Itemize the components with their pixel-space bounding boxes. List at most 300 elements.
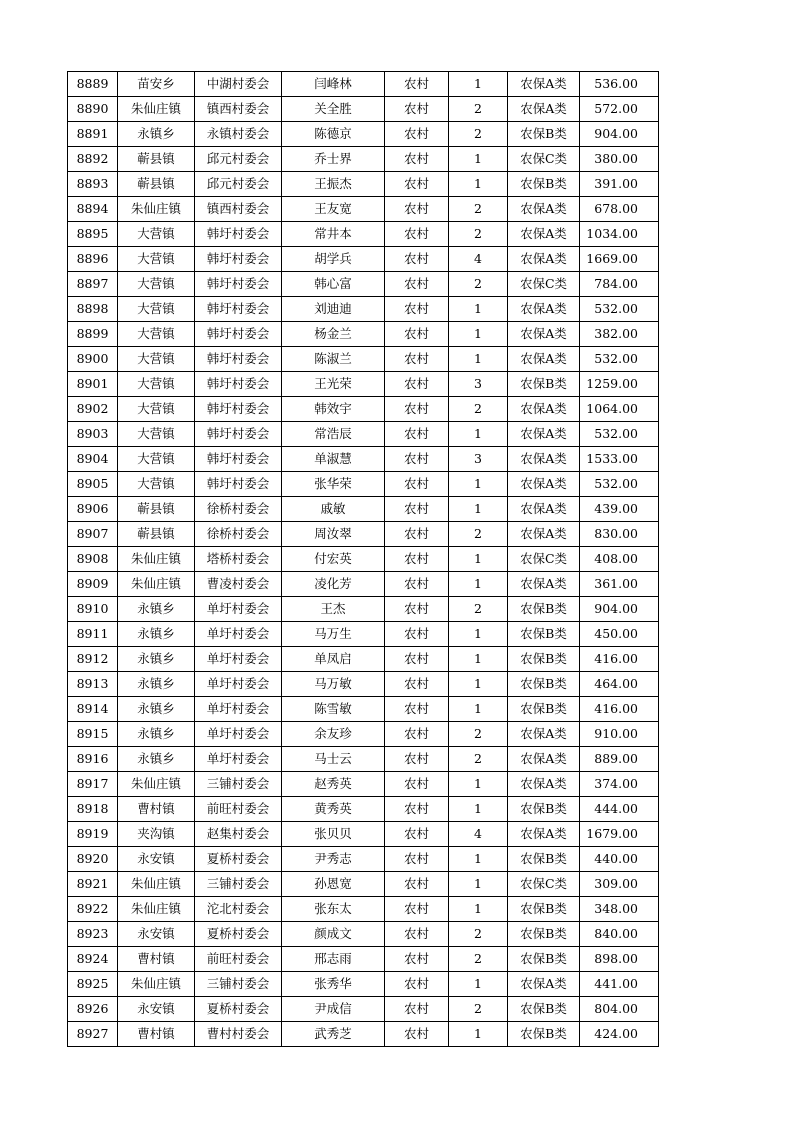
name-cell: 王友宽 <box>282 197 385 222</box>
amount-cell: 1064.00 <box>580 397 659 422</box>
amount-cell: 450.00 <box>580 622 659 647</box>
town-cell: 大营镇 <box>118 472 195 497</box>
serial-number-cell: 8903 <box>68 422 118 447</box>
village-committee-cell: 单圩村委会 <box>195 672 282 697</box>
town-cell: 永安镇 <box>118 922 195 947</box>
table-row <box>68 972 659 997</box>
village-committee-cell: 中湖村委会 <box>195 72 282 97</box>
table-body <box>68 72 659 1047</box>
category-cell: 农保A类 <box>508 197 580 222</box>
serial-number-cell: 8915 <box>68 722 118 747</box>
category-cell: 农保A类 <box>508 522 580 547</box>
village-committee-cell: 韩圩村委会 <box>195 297 282 322</box>
household-type-cell: 农村 <box>385 872 449 897</box>
name-cell: 张东太 <box>282 897 385 922</box>
member-count-cell: 2 <box>449 122 508 147</box>
serial-number-cell: 8917 <box>68 772 118 797</box>
amount-cell: 382.00 <box>580 322 659 347</box>
town-cell: 永安镇 <box>118 847 195 872</box>
household-type-cell: 农村 <box>385 347 449 372</box>
household-type-cell: 农村 <box>385 472 449 497</box>
member-count-cell: 2 <box>449 397 508 422</box>
town-cell: 蕲县镇 <box>118 522 195 547</box>
serial-number-cell: 8892 <box>68 147 118 172</box>
village-committee-cell: 单圩村委会 <box>195 697 282 722</box>
member-count-cell: 1 <box>449 172 508 197</box>
category-cell: 农保B类 <box>508 647 580 672</box>
serial-number-cell: 8890 <box>68 97 118 122</box>
table-row <box>68 322 659 347</box>
table-row <box>68 947 659 972</box>
household-type-cell: 农村 <box>385 397 449 422</box>
relief-roster-table <box>67 71 659 1047</box>
town-cell: 夹沟镇 <box>118 822 195 847</box>
table-row <box>68 822 659 847</box>
village-committee-cell: 韩圩村委会 <box>195 322 282 347</box>
name-cell: 单淑慧 <box>282 447 385 472</box>
member-count-cell: 1 <box>449 972 508 997</box>
town-cell: 大营镇 <box>118 322 195 347</box>
town-cell: 朱仙庄镇 <box>118 772 195 797</box>
member-count-cell: 1 <box>449 847 508 872</box>
name-cell: 刘迪迪 <box>282 297 385 322</box>
amount-cell: 532.00 <box>580 297 659 322</box>
name-cell: 马士云 <box>282 747 385 772</box>
name-cell: 武秀芝 <box>282 1022 385 1047</box>
serial-number-cell: 8921 <box>68 872 118 897</box>
amount-cell: 532.00 <box>580 347 659 372</box>
town-cell: 朱仙庄镇 <box>118 972 195 997</box>
amount-cell: 361.00 <box>580 572 659 597</box>
amount-cell: 464.00 <box>580 672 659 697</box>
serial-number-cell: 8920 <box>68 847 118 872</box>
category-cell: 农保A类 <box>508 347 580 372</box>
member-count-cell: 3 <box>449 447 508 472</box>
household-type-cell: 农村 <box>385 147 449 172</box>
amount-cell: 898.00 <box>580 947 659 972</box>
category-cell: 农保A类 <box>508 447 580 472</box>
town-cell: 大营镇 <box>118 247 195 272</box>
household-type-cell: 农村 <box>385 172 449 197</box>
village-committee-cell: 单圩村委会 <box>195 622 282 647</box>
serial-number-cell: 8923 <box>68 922 118 947</box>
town-cell: 永镇乡 <box>118 697 195 722</box>
name-cell: 黄秀英 <box>282 797 385 822</box>
serial-number-cell: 8911 <box>68 622 118 647</box>
table-row <box>68 97 659 122</box>
name-cell: 关全胜 <box>282 97 385 122</box>
table-row <box>68 772 659 797</box>
village-committee-cell: 单圩村委会 <box>195 747 282 772</box>
village-committee-cell: 塔桥村委会 <box>195 547 282 572</box>
amount-cell: 348.00 <box>580 897 659 922</box>
serial-number-cell: 8902 <box>68 397 118 422</box>
amount-cell: 1259.00 <box>580 372 659 397</box>
table-row <box>68 647 659 672</box>
name-cell: 陈淑兰 <box>282 347 385 372</box>
category-cell: 农保A类 <box>508 822 580 847</box>
serial-number-cell: 8904 <box>68 447 118 472</box>
category-cell: 农保B类 <box>508 372 580 397</box>
household-type-cell: 农村 <box>385 772 449 797</box>
amount-cell: 309.00 <box>580 872 659 897</box>
serial-number-cell: 8898 <box>68 297 118 322</box>
town-cell: 朱仙庄镇 <box>118 572 195 597</box>
name-cell: 余友珍 <box>282 722 385 747</box>
town-cell: 曹村镇 <box>118 1022 195 1047</box>
amount-cell: 440.00 <box>580 847 659 872</box>
household-type-cell: 农村 <box>385 972 449 997</box>
village-committee-cell: 徐桥村委会 <box>195 522 282 547</box>
category-cell: 农保B类 <box>508 922 580 947</box>
table-row <box>68 572 659 597</box>
town-cell: 朱仙庄镇 <box>118 897 195 922</box>
serial-number-cell: 8895 <box>68 222 118 247</box>
amount-cell: 536.00 <box>580 72 659 97</box>
household-type-cell: 农村 <box>385 447 449 472</box>
serial-number-cell: 8900 <box>68 347 118 372</box>
category-cell: 农保A类 <box>508 497 580 522</box>
household-type-cell: 农村 <box>385 897 449 922</box>
name-cell: 付宏英 <box>282 547 385 572</box>
household-type-cell: 农村 <box>385 847 449 872</box>
table-row <box>68 197 659 222</box>
serial-number-cell: 8916 <box>68 747 118 772</box>
town-cell: 朱仙庄镇 <box>118 197 195 222</box>
serial-number-cell: 8924 <box>68 947 118 972</box>
town-cell: 永镇乡 <box>118 672 195 697</box>
serial-number-cell: 8906 <box>68 497 118 522</box>
town-cell: 苗安乡 <box>118 72 195 97</box>
member-count-cell: 2 <box>449 197 508 222</box>
village-committee-cell: 韩圩村委会 <box>195 397 282 422</box>
name-cell: 赵秀英 <box>282 772 385 797</box>
category-cell: 农保A类 <box>508 722 580 747</box>
serial-number-cell: 8893 <box>68 172 118 197</box>
household-type-cell: 农村 <box>385 997 449 1022</box>
table-row <box>68 147 659 172</box>
table-row <box>68 622 659 647</box>
member-count-cell: 2 <box>449 272 508 297</box>
table-row <box>68 897 659 922</box>
table-row <box>68 797 659 822</box>
amount-cell: 416.00 <box>580 697 659 722</box>
member-count-cell: 1 <box>449 72 508 97</box>
household-type-cell: 农村 <box>385 122 449 147</box>
table-row <box>68 722 659 747</box>
table-row <box>68 597 659 622</box>
table-row <box>68 672 659 697</box>
town-cell: 永镇乡 <box>118 597 195 622</box>
amount-cell: 441.00 <box>580 972 659 997</box>
name-cell: 张秀华 <box>282 972 385 997</box>
table-row <box>68 272 659 297</box>
table-row <box>68 497 659 522</box>
category-cell: 农保B类 <box>508 122 580 147</box>
name-cell: 陈德京 <box>282 122 385 147</box>
table-row <box>68 697 659 722</box>
amount-cell: 830.00 <box>580 522 659 547</box>
member-count-cell: 1 <box>449 322 508 347</box>
village-committee-cell: 徐桥村委会 <box>195 497 282 522</box>
amount-cell: 424.00 <box>580 1022 659 1047</box>
table-row <box>68 297 659 322</box>
village-committee-cell: 夏桥村委会 <box>195 922 282 947</box>
town-cell: 蕲县镇 <box>118 147 195 172</box>
town-cell: 大营镇 <box>118 297 195 322</box>
table-row <box>68 872 659 897</box>
household-type-cell: 农村 <box>385 572 449 597</box>
amount-cell: 380.00 <box>580 147 659 172</box>
village-committee-cell: 前旺村委会 <box>195 947 282 972</box>
town-cell: 朱仙庄镇 <box>118 872 195 897</box>
category-cell: 农保C类 <box>508 547 580 572</box>
member-count-cell: 4 <box>449 822 508 847</box>
amount-cell: 904.00 <box>580 122 659 147</box>
member-count-cell: 1 <box>449 872 508 897</box>
table-row <box>68 422 659 447</box>
household-type-cell: 农村 <box>385 797 449 822</box>
town-cell: 曹村镇 <box>118 947 195 972</box>
category-cell: 农保C类 <box>508 872 580 897</box>
member-count-cell: 1 <box>449 497 508 522</box>
amount-cell: 416.00 <box>580 647 659 672</box>
serial-number-cell: 8922 <box>68 897 118 922</box>
member-count-cell: 1 <box>449 897 508 922</box>
category-cell: 农保B类 <box>508 847 580 872</box>
name-cell: 陈雪敏 <box>282 697 385 722</box>
table-row <box>68 397 659 422</box>
name-cell: 王光荣 <box>282 372 385 397</box>
category-cell: 农保B类 <box>508 897 580 922</box>
village-committee-cell: 三铺村委会 <box>195 772 282 797</box>
household-type-cell: 农村 <box>385 272 449 297</box>
household-type-cell: 农村 <box>385 922 449 947</box>
member-count-cell: 1 <box>449 647 508 672</box>
amount-cell: 1679.00 <box>580 822 659 847</box>
town-cell: 蕲县镇 <box>118 172 195 197</box>
village-committee-cell: 单圩村委会 <box>195 647 282 672</box>
member-count-cell: 1 <box>449 147 508 172</box>
village-committee-cell: 韩圩村委会 <box>195 347 282 372</box>
name-cell: 杨金兰 <box>282 322 385 347</box>
amount-cell: 444.00 <box>580 797 659 822</box>
amount-cell: 374.00 <box>580 772 659 797</box>
name-cell: 乔士界 <box>282 147 385 172</box>
serial-number-cell: 8912 <box>68 647 118 672</box>
town-cell: 大营镇 <box>118 397 195 422</box>
amount-cell: 408.00 <box>580 547 659 572</box>
town-cell: 永镇乡 <box>118 122 195 147</box>
household-type-cell: 农村 <box>385 672 449 697</box>
category-cell: 农保A类 <box>508 772 580 797</box>
village-committee-cell: 三铺村委会 <box>195 872 282 897</box>
serial-number-cell: 8914 <box>68 697 118 722</box>
member-count-cell: 1 <box>449 347 508 372</box>
town-cell: 大营镇 <box>118 272 195 297</box>
town-cell: 永安镇 <box>118 997 195 1022</box>
name-cell: 单凤启 <box>282 647 385 672</box>
town-cell: 大营镇 <box>118 422 195 447</box>
category-cell: 农保A类 <box>508 247 580 272</box>
table-row <box>68 1022 659 1047</box>
town-cell: 永镇乡 <box>118 722 195 747</box>
village-committee-cell: 夏桥村委会 <box>195 847 282 872</box>
table-row <box>68 997 659 1022</box>
name-cell: 孙恩宽 <box>282 872 385 897</box>
member-count-cell: 1 <box>449 797 508 822</box>
table-row <box>68 122 659 147</box>
household-type-cell: 农村 <box>385 322 449 347</box>
amount-cell: 840.00 <box>580 922 659 947</box>
household-type-cell: 农村 <box>385 622 449 647</box>
table-row <box>68 847 659 872</box>
name-cell: 马万生 <box>282 622 385 647</box>
member-count-cell: 1 <box>449 622 508 647</box>
amount-cell: 391.00 <box>580 172 659 197</box>
category-cell: 农保B类 <box>508 622 580 647</box>
village-committee-cell: 韩圩村委会 <box>195 472 282 497</box>
amount-cell: 439.00 <box>580 497 659 522</box>
member-count-cell: 1 <box>449 697 508 722</box>
household-type-cell: 农村 <box>385 197 449 222</box>
serial-number-cell: 8907 <box>68 522 118 547</box>
table-row <box>68 247 659 272</box>
amount-cell: 889.00 <box>580 747 659 772</box>
village-committee-cell: 韩圩村委会 <box>195 447 282 472</box>
town-cell: 朱仙庄镇 <box>118 547 195 572</box>
name-cell: 马万敏 <box>282 672 385 697</box>
table-row <box>68 372 659 397</box>
serial-number-cell: 8905 <box>68 472 118 497</box>
name-cell: 周汝翠 <box>282 522 385 547</box>
category-cell: 农保B类 <box>508 697 580 722</box>
village-committee-cell: 单圩村委会 <box>195 722 282 747</box>
category-cell: 农保C类 <box>508 147 580 172</box>
serial-number-cell: 8927 <box>68 1022 118 1047</box>
category-cell: 农保A类 <box>508 972 580 997</box>
name-cell: 张华荣 <box>282 472 385 497</box>
amount-cell: 1533.00 <box>580 447 659 472</box>
table-row <box>68 922 659 947</box>
name-cell: 常浩辰 <box>282 422 385 447</box>
village-committee-cell: 沱北村委会 <box>195 897 282 922</box>
village-committee-cell: 永镇村委会 <box>195 122 282 147</box>
serial-number-cell: 8891 <box>68 122 118 147</box>
name-cell: 尹成信 <box>282 997 385 1022</box>
household-type-cell: 农村 <box>385 72 449 97</box>
household-type-cell: 农村 <box>385 697 449 722</box>
serial-number-cell: 8897 <box>68 272 118 297</box>
category-cell: 农保B类 <box>508 797 580 822</box>
household-type-cell: 农村 <box>385 947 449 972</box>
category-cell: 农保B类 <box>508 672 580 697</box>
table-row <box>68 172 659 197</box>
serial-number-cell: 8910 <box>68 597 118 622</box>
village-committee-cell: 韩圩村委会 <box>195 247 282 272</box>
serial-number-cell: 8894 <box>68 197 118 222</box>
household-type-cell: 农村 <box>385 522 449 547</box>
member-count-cell: 1 <box>449 672 508 697</box>
name-cell: 戚敏 <box>282 497 385 522</box>
amount-cell: 572.00 <box>580 97 659 122</box>
category-cell: 农保B类 <box>508 597 580 622</box>
table-row <box>68 747 659 772</box>
village-committee-cell: 镇西村委会 <box>195 197 282 222</box>
household-type-cell: 农村 <box>385 297 449 322</box>
category-cell: 农保A类 <box>508 222 580 247</box>
village-committee-cell: 韩圩村委会 <box>195 422 282 447</box>
member-count-cell: 2 <box>449 522 508 547</box>
village-committee-cell: 镇西村委会 <box>195 97 282 122</box>
category-cell: 农保A类 <box>508 322 580 347</box>
town-cell: 蕲县镇 <box>118 497 195 522</box>
name-cell: 尹秀志 <box>282 847 385 872</box>
member-count-cell: 1 <box>449 422 508 447</box>
amount-cell: 910.00 <box>580 722 659 747</box>
household-type-cell: 农村 <box>385 722 449 747</box>
household-type-cell: 农村 <box>385 822 449 847</box>
household-type-cell: 农村 <box>385 747 449 772</box>
household-type-cell: 农村 <box>385 97 449 122</box>
member-count-cell: 2 <box>449 922 508 947</box>
category-cell: 农保A类 <box>508 747 580 772</box>
town-cell: 曹村镇 <box>118 797 195 822</box>
household-type-cell: 农村 <box>385 547 449 572</box>
village-committee-cell: 邱元村委会 <box>195 172 282 197</box>
serial-number-cell: 8909 <box>68 572 118 597</box>
category-cell: 农保A类 <box>508 472 580 497</box>
village-committee-cell: 单圩村委会 <box>195 597 282 622</box>
amount-cell: 678.00 <box>580 197 659 222</box>
household-type-cell: 农村 <box>385 647 449 672</box>
category-cell: 农保A类 <box>508 397 580 422</box>
town-cell: 永镇乡 <box>118 747 195 772</box>
serial-number-cell: 8926 <box>68 997 118 1022</box>
serial-number-cell: 8899 <box>68 322 118 347</box>
household-type-cell: 农村 <box>385 247 449 272</box>
name-cell: 邢志雨 <box>282 947 385 972</box>
table-row <box>68 347 659 372</box>
member-count-cell: 3 <box>449 372 508 397</box>
town-cell: 永镇乡 <box>118 622 195 647</box>
member-count-cell: 1 <box>449 547 508 572</box>
amount-cell: 532.00 <box>580 472 659 497</box>
table-row <box>68 522 659 547</box>
village-committee-cell: 曹凌村委会 <box>195 572 282 597</box>
category-cell: 农保B类 <box>508 1022 580 1047</box>
name-cell: 韩效宇 <box>282 397 385 422</box>
village-committee-cell: 夏桥村委会 <box>195 997 282 1022</box>
amount-cell: 784.00 <box>580 272 659 297</box>
name-cell: 胡学兵 <box>282 247 385 272</box>
name-cell: 凌化芳 <box>282 572 385 597</box>
town-cell: 大营镇 <box>118 372 195 397</box>
serial-number-cell: 8913 <box>68 672 118 697</box>
name-cell: 张贝贝 <box>282 822 385 847</box>
amount-cell: 1669.00 <box>580 247 659 272</box>
category-cell: 农保A类 <box>508 97 580 122</box>
amount-cell: 532.00 <box>580 422 659 447</box>
table-row <box>68 547 659 572</box>
member-count-cell: 1 <box>449 772 508 797</box>
town-cell: 大营镇 <box>118 222 195 247</box>
category-cell: 农保A类 <box>508 572 580 597</box>
serial-number-cell: 8918 <box>68 797 118 822</box>
name-cell: 王振杰 <box>282 172 385 197</box>
household-type-cell: 农村 <box>385 597 449 622</box>
village-committee-cell: 三铺村委会 <box>195 972 282 997</box>
